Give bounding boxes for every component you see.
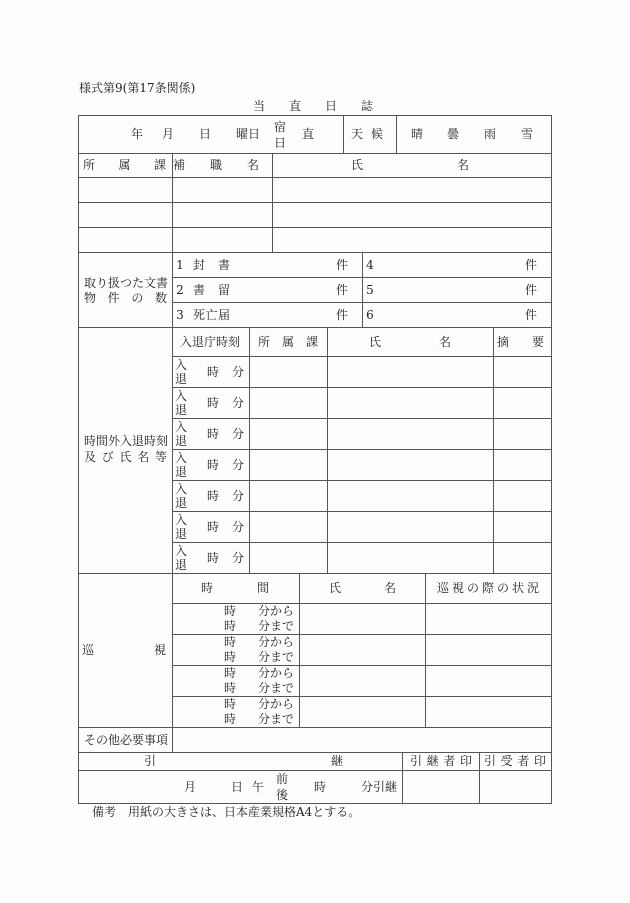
patrol-to-minute-label: 分まで <box>257 712 295 726</box>
overtime-minute-unit: 分 <box>231 427 245 441</box>
weather-option-sunny[interactable]: 晴 <box>410 127 424 141</box>
overtime-out-label[interactable]: 退 <box>174 496 188 510</box>
handover-minute-label: 分引継 <box>360 780 398 794</box>
handover-am[interactable]: 前 <box>275 772 289 786</box>
overtime-header-time: 入退庁時刻 <box>179 335 241 349</box>
staff-department-field[interactable] <box>78 177 173 203</box>
overtime-minute-unit: 分 <box>231 396 245 410</box>
handover-hour-unit: 時 <box>313 780 327 794</box>
overtime-name-field[interactable] <box>327 542 494 574</box>
document-item-number: 6 <box>366 308 374 322</box>
patrol-to-hour-unit: 時 <box>223 681 237 695</box>
document-item-name: 書留 <box>193 283 230 297</box>
document-unit: 件 <box>524 308 538 322</box>
weather-option-snow[interactable]: 雪 <box>520 127 534 141</box>
staff-position-field[interactable] <box>172 177 273 203</box>
patrol-header-time: 時間 <box>201 581 269 595</box>
document-item-number: 2 <box>176 283 184 297</box>
handover-month-unit: 月 <box>183 780 197 794</box>
overtime-hour-unit: 時 <box>206 520 220 534</box>
document-item-number: 5 <box>366 283 374 297</box>
overtime-department-field[interactable] <box>249 356 328 388</box>
document-unit: 件 <box>335 258 349 272</box>
other-label: その他必要事項 <box>84 733 169 747</box>
overtime-hour-unit: 時 <box>206 458 220 472</box>
overtime-label-line1: 時間外入退時刻 <box>84 434 169 448</box>
month-unit: 月 <box>161 127 175 141</box>
documents-label-cell <box>78 252 173 328</box>
staff-department-field[interactable] <box>78 202 173 228</box>
document-item-number: 4 <box>366 258 374 272</box>
overtime-department-field[interactable] <box>249 480 328 512</box>
overtime-department-field[interactable] <box>249 449 328 481</box>
patrol-to-minute-label: 分まで <box>257 650 295 664</box>
overtime-minute-unit: 分 <box>231 520 245 534</box>
overtime-remarks-field[interactable] <box>493 418 552 450</box>
patrol-from-minute-label: 分から <box>257 604 295 618</box>
overtime-name-field[interactable] <box>327 387 494 419</box>
overtime-name-field[interactable] <box>327 418 494 450</box>
patrol-to-hour-unit: 時 <box>223 650 237 664</box>
patrol-status-field[interactable] <box>425 634 552 666</box>
overtime-hour-unit: 時 <box>206 489 220 503</box>
overtime-in-label[interactable]: 入 <box>174 420 188 434</box>
overtime-out-label[interactable]: 退 <box>174 372 188 386</box>
staff-header-department: 所属課 <box>83 158 166 172</box>
weekday-unit: 曜日 <box>235 127 261 141</box>
overtime-out-label[interactable]: 退 <box>174 558 188 572</box>
overtime-header-name: 氏名 <box>369 335 451 349</box>
weather-option-cloudy[interactable]: 曇 <box>446 127 460 141</box>
overtime-minute-unit: 分 <box>231 489 245 503</box>
patrol-header-status: 巡視の際の状況 <box>437 581 539 595</box>
document-unit: 件 <box>524 283 538 297</box>
overtime-hour-unit: 時 <box>206 551 220 565</box>
overtime-remarks-field[interactable] <box>493 480 552 512</box>
overtime-name-field[interactable] <box>327 480 494 512</box>
patrol-name-field[interactable] <box>299 603 426 635</box>
overtime-remarks-field[interactable] <box>493 511 552 543</box>
document-item-name: 死亡届 <box>193 308 230 322</box>
duty-type-day[interactable]: 日 <box>273 136 287 150</box>
overtime-name-field[interactable] <box>327 449 494 481</box>
overtime-in-label[interactable]: 入 <box>174 513 188 527</box>
overtime-remarks-field[interactable] <box>493 356 552 388</box>
duty-suffix: 直 <box>301 127 315 141</box>
patrol-to-hour-unit: 時 <box>223 619 237 633</box>
patrol-to-hour-unit: 時 <box>223 712 237 726</box>
patrol-from-hour-unit: 時 <box>223 604 237 618</box>
overtime-in-label[interactable]: 入 <box>174 358 188 372</box>
overtime-minute-unit: 分 <box>231 551 245 565</box>
overtime-out-label[interactable]: 退 <box>174 434 188 448</box>
overtime-header-remarks: 摘要 <box>497 335 544 349</box>
patrol-from-minute-label: 分から <box>257 697 295 711</box>
patrol-label: 巡視 <box>82 643 166 657</box>
overtime-label-line2: 及び氏名等 <box>84 450 167 464</box>
overtime-header-department: 所属課 <box>258 335 318 349</box>
weather-label: 天候 <box>351 127 383 141</box>
document-unit: 件 <box>524 258 538 272</box>
patrol-to-minute-label: 分まで <box>257 681 295 695</box>
overtime-remarks-field[interactable] <box>493 542 552 574</box>
patrol-status-field[interactable] <box>425 665 552 697</box>
overtime-department-field[interactable] <box>249 387 328 419</box>
documents-label-line1: 取り扱つた文書 <box>84 276 169 290</box>
documents-label-line2: 物件の数 <box>84 291 167 305</box>
handover-noon: 午 <box>251 780 265 794</box>
overtime-in-label[interactable]: 入 <box>174 451 188 465</box>
patrol-name-field[interactable] <box>299 665 426 697</box>
page-title: 当直日誌 <box>253 99 373 113</box>
staff-name-field[interactable] <box>272 227 552 253</box>
document-unit: 件 <box>335 308 349 322</box>
staff-department-field[interactable] <box>78 227 173 253</box>
overtime-minute-unit: 分 <box>231 365 245 379</box>
overtime-in-label[interactable]: 入 <box>174 389 188 403</box>
staff-name-field[interactable] <box>272 202 552 228</box>
overtime-out-label[interactable]: 退 <box>174 403 188 417</box>
staff-position-field[interactable] <box>172 227 273 253</box>
staff-position-field[interactable] <box>172 202 273 228</box>
staff-header-name: 氏名 <box>351 158 469 172</box>
patrol-name-field[interactable] <box>299 696 426 728</box>
other-value-field[interactable] <box>172 727 552 753</box>
patrol-status-field[interactable] <box>425 603 552 635</box>
overtime-out-label[interactable]: 退 <box>174 465 188 479</box>
patrol-from-minute-label: 分から <box>257 666 295 680</box>
overtime-department-field[interactable] <box>249 542 328 574</box>
overtime-name-field[interactable] <box>327 511 494 543</box>
handover-header: 引継 <box>144 754 343 768</box>
handover-giver-seal-header: 引継者印 <box>410 754 472 768</box>
overtime-department-field[interactable] <box>249 511 328 543</box>
weather-option-rain[interactable]: 雨 <box>483 127 497 141</box>
overtime-out-label[interactable]: 退 <box>174 527 188 541</box>
document-unit: 件 <box>335 283 349 297</box>
handover-giver-seal-field[interactable] <box>402 770 480 804</box>
overtime-remarks-field[interactable] <box>493 387 552 419</box>
patrol-from-hour-unit: 時 <box>223 635 237 649</box>
staff-name-field[interactable] <box>272 177 552 203</box>
handover-receiver-seal-field[interactable] <box>479 770 552 804</box>
overtime-name-field[interactable] <box>327 356 494 388</box>
day-unit: 日 <box>198 127 212 141</box>
overtime-remarks-field[interactable] <box>493 449 552 481</box>
overtime-in-label[interactable]: 入 <box>174 544 188 558</box>
patrol-from-minute-label: 分から <box>257 635 295 649</box>
staff-header-position: 補職名 <box>173 158 259 172</box>
document-item-number: 3 <box>176 308 184 322</box>
duty-type-night[interactable]: 宿 <box>273 120 287 134</box>
overtime-department-field[interactable] <box>249 418 328 450</box>
patrol-from-hour-unit: 時 <box>223 666 237 680</box>
overtime-hour-unit: 時 <box>206 427 220 441</box>
document-count-field[interactable] <box>362 277 552 303</box>
patrol-header-name: 氏名 <box>329 581 396 595</box>
footnote: 備考 用紙の大きさは、日本産業規格A4とする。 <box>92 805 361 819</box>
document-item-name: 封書 <box>193 258 230 272</box>
overtime-hour-unit: 時 <box>206 365 220 379</box>
handover-day-unit: 日 <box>230 780 244 794</box>
form-number: 様式第9(第17条関係) <box>79 81 196 95</box>
overtime-hour-unit: 時 <box>206 396 220 410</box>
year-unit: 年 <box>130 127 144 141</box>
document-count-field[interactable] <box>362 302 552 328</box>
patrol-from-hour-unit: 時 <box>223 697 237 711</box>
document-count-field[interactable] <box>362 252 552 278</box>
patrol-name-field[interactable] <box>299 634 426 666</box>
handover-pm[interactable]: 後 <box>275 788 289 802</box>
overtime-minute-unit: 分 <box>231 458 245 472</box>
patrol-status-field[interactable] <box>425 696 552 728</box>
handover-receiver-seal-header: 引受者印 <box>484 754 546 768</box>
document-item-number: 1 <box>176 258 184 272</box>
overtime-in-label[interactable]: 入 <box>174 482 188 496</box>
patrol-to-minute-label: 分まで <box>257 619 295 633</box>
